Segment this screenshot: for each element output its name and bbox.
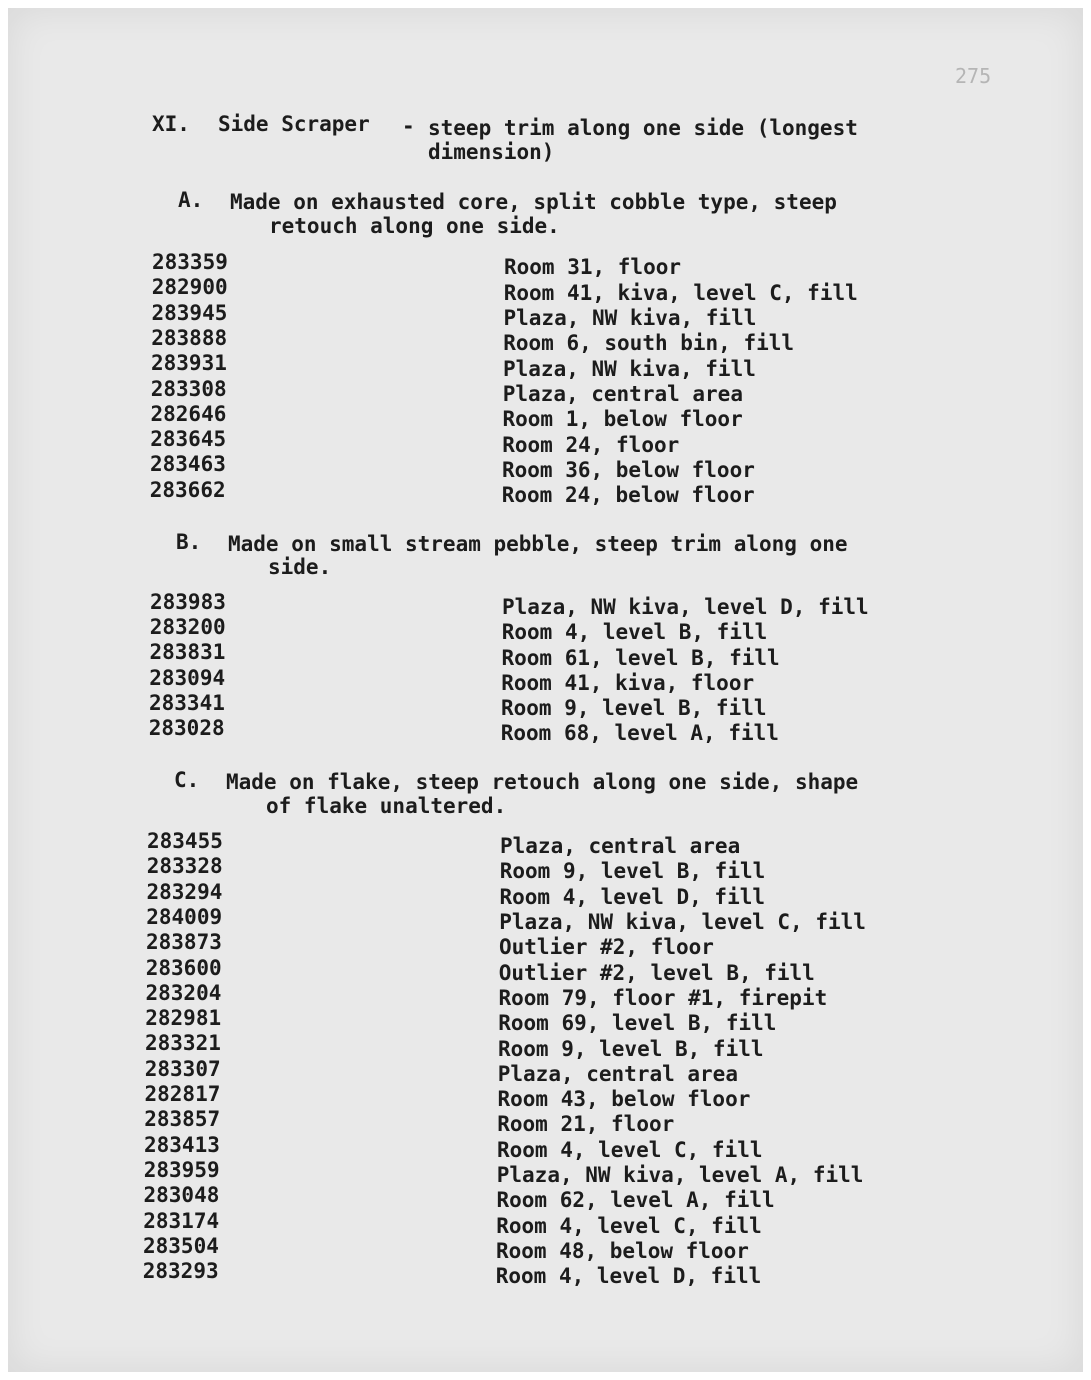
catalog-number: 283662 (149, 477, 226, 502)
provenience-location: Room 21, floor (497, 1112, 675, 1137)
provenience-location: Plaza, central area (502, 381, 743, 406)
provenience-location: Plaza, NW kiva, fill (503, 356, 756, 381)
provenience-location: Plaza, NW kiva, level A, fill (496, 1163, 864, 1187)
provenience-location: Plaza, central area (497, 1061, 738, 1086)
catalog-number: 282900 (151, 275, 228, 300)
section-letter: C. (174, 768, 200, 792)
provenience-location: Outlier #2, level B, fill (498, 960, 815, 985)
section-heading-line1: Made on flake, steep retouch along one side, shape (226, 770, 859, 794)
catalog-number: 283873 (146, 930, 222, 955)
catalog-number: 283294 (146, 879, 223, 904)
provenience-location: Room 36, below floor (502, 457, 755, 482)
catalog-number: 283983 (150, 590, 226, 614)
catalog-number: 283328 (146, 854, 223, 879)
catalog-number: 283455 (147, 829, 223, 853)
provenience-location: Room 4, level B, fill (501, 620, 768, 645)
section-letter: B. (176, 530, 202, 554)
provenience-location: Room 9, level B, fill (498, 1036, 764, 1061)
catalog-number: 283048 (143, 1183, 220, 1208)
provenience-location: Outlier #2, floor (499, 935, 714, 960)
section-letter: A. (178, 188, 204, 212)
catalog-number: 283308 (150, 376, 227, 401)
provenience-location: Room 4, level D, fill (499, 884, 766, 909)
catalog-number: 283831 (149, 640, 226, 665)
catalog-number: 283931 (151, 351, 227, 376)
provenience-location: Plaza, central area (500, 834, 741, 859)
catalog-number: 282981 (145, 1006, 222, 1031)
section-heading-line1: Made on small stream pebble, steep trim along one (228, 532, 848, 556)
catalog-number: 283204 (145, 980, 222, 1005)
provenience-location: Room 24, floor (502, 432, 680, 457)
page-number: 275 (955, 64, 992, 88)
catalog-number: 283600 (145, 955, 222, 980)
catalog-number: 283200 (149, 615, 226, 640)
provenience-location: Room 4, level D, fill (495, 1264, 762, 1289)
provenience-location: Plaza, NW kiva, level C, fill (499, 910, 866, 934)
provenience-location: Room 9, level B, fill (499, 859, 766, 884)
catalog-number: 283463 (150, 452, 226, 477)
catalog-number: 283413 (144, 1132, 220, 1157)
section-heading-line2: side. (268, 555, 332, 579)
provenience-location: Room 41, kiva, level C, fill (503, 280, 858, 305)
catalog-number: 282817 (144, 1082, 221, 1106)
catalog-number: 283094 (149, 665, 226, 690)
catalog-number: 283645 (150, 427, 227, 452)
catalog-number: 284009 (146, 904, 223, 929)
catalog-number: 283174 (143, 1208, 220, 1233)
provenience-location: Room 41, kiva, floor (501, 670, 755, 695)
provenience-location: Room 4, level C, fill (496, 1213, 762, 1238)
catalog-number: 283945 (151, 300, 228, 325)
catalog-number: 283028 (148, 716, 225, 740)
provenience-location: Room 1, below floor (502, 407, 743, 432)
catalog-number: 283321 (145, 1031, 221, 1056)
section-heading-line2: of flake unaltered. (266, 794, 507, 818)
catalog-number: 283959 (143, 1157, 220, 1182)
title-desc-line2: dimension) (428, 140, 555, 164)
provenience-location: Room 6, south bin, fill (503, 331, 795, 356)
provenience-location: Room 48, below floor (496, 1238, 749, 1263)
title-desc-line1: steep trim along one side (longest (428, 116, 858, 140)
provenience-location: Room 79, floor #1, firepit (498, 985, 828, 1010)
provenience-location: Room 68, level A, fill (500, 721, 779, 746)
provenience-location: Room 24, below floor (501, 483, 755, 508)
provenience-location: Room 69, level B, fill (498, 1011, 777, 1036)
provenience-location: Room 62, level A, fill (496, 1188, 775, 1213)
catalog-number: 283341 (149, 690, 225, 715)
provenience-location: Plaza, NW kiva, fill (503, 306, 757, 330)
catalog-number: 283857 (144, 1107, 221, 1132)
title-roman: XI. (152, 112, 190, 136)
catalog-number: 283888 (151, 325, 228, 350)
provenience-location: Room 61, level B, fill (501, 645, 780, 670)
catalog-number: 283504 (143, 1233, 219, 1258)
provenience-location: Room 43, below floor (497, 1087, 751, 1112)
provenience-location: Room 4, level C, fill (497, 1137, 763, 1162)
provenience-location: Room 9, level B, fill (501, 696, 767, 720)
provenience-location: Room 31, floor (504, 255, 682, 280)
catalog-number: 283307 (144, 1056, 221, 1081)
catalog-number: 282646 (150, 401, 227, 426)
catalog-number: 283359 (152, 250, 228, 274)
catalog-number: 283293 (142, 1259, 219, 1284)
section-heading-line2: retouch along one side. (269, 214, 560, 238)
provenience-location: Plaza, NW kiva, level D, fill (502, 595, 869, 620)
title-dash: - (402, 114, 415, 138)
section-heading-line1: Made on exhausted core, split cobble type, steep (230, 190, 837, 214)
title-name: Side Scraper (218, 112, 370, 136)
